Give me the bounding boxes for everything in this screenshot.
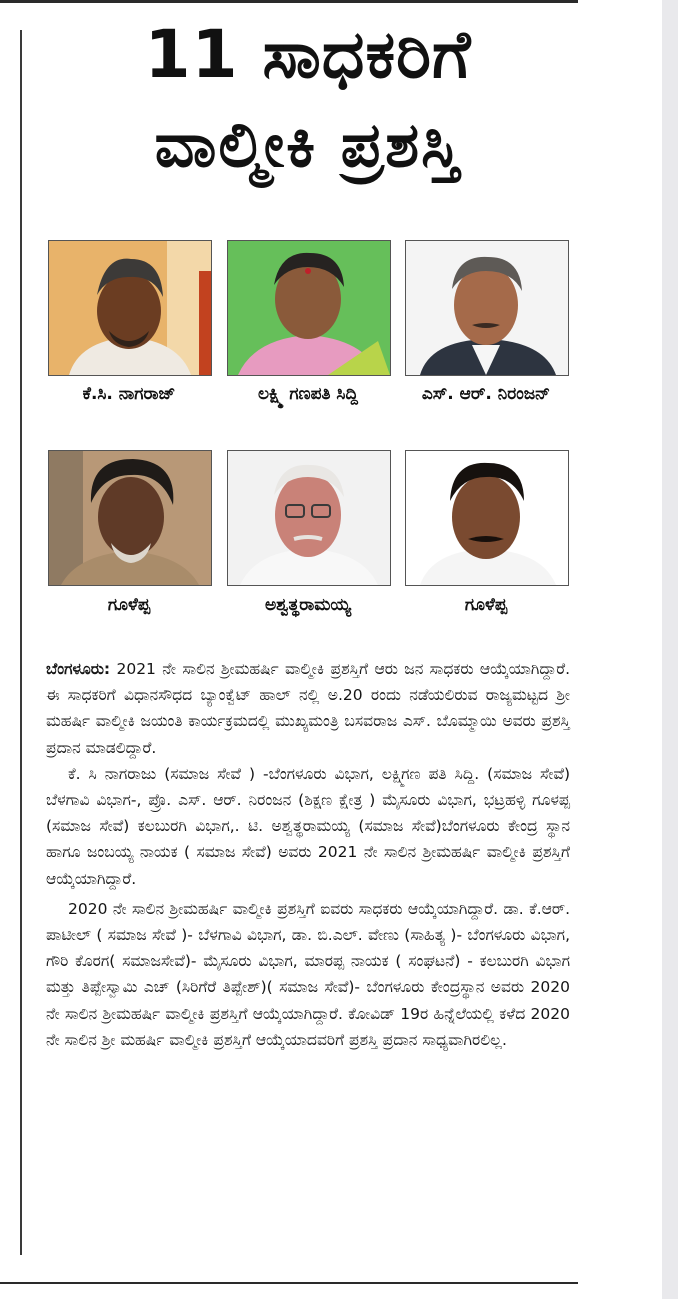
portrait-photo-3 <box>405 240 569 376</box>
headline <box>48 16 568 181</box>
photo-caption-6: ಗೂಳೆಪ್ಪ <box>464 595 508 615</box>
photo-caption-2: ಲಕ್ಷ್ಮಿ ಗಣಪತಿ ಸಿದ್ದಿ <box>258 384 358 404</box>
dateline: ಬೆಂಗಳೂರು: <box>46 660 111 678</box>
article-paragraph-2: ಕೆ. ಸಿ ನಾಗರಾಜು (ಸಮಾಜ ಸೇವೆ ) -ಬೆಂಗಳೂರು ವಿಭಾಗ, ಲಕ್ಷ್ಮಿಗಣ ಪತಿ ಸಿದ್ದಿ. (ಸಮಾಜ ಸೇವೆ) ಬೆಳಗಾವಿ ವಿಭಾಗ-, ಪ್ರೊ. ಎಸ್. ಆರ್. ನಿರಂಜನ (ಶಿಕ್ಷಣ ಕ್ಷೇತ್ರ ) ಮೈಸೂರು ವಿಭಾಗ, ಭಟ್ರಹಳ್ಳಿ ಗೂಳಪ್ಪ (ಸಮಾಜ ಸೇವೆ) ಕಲಬುರಗಿ ವಿಭಾಗ,. ಟಿ. ಅಶ್ವತ್ಥರಾಮಯ್ಯ (ಸಮಾಜ ಸೇವೆ)ಬೆಂಗಳೂರು ಕೇಂದ್ರ ಸ್ಥಾನ ಹಾಗೂ ಜಂಬಯ್ಯ ನಾಯಕ ( ಸಮಾಜ ಸೇವೆ) ಅವರು 2021 ನೇ ಸಾಲಿನ ಶ್ರೀಮಹರ್ಷಿ ವಾಲ್ಮೀಕಿ ಪ್ರಶಸ್ತಿಗೆ ಆಯ್ಕೆಯಾಗಿದ್ದಾರೆ. <box>46 764 570 888</box>
page-margin-strip <box>662 0 678 1299</box>
portrait-photo-5 <box>227 450 391 586</box>
bottom-divider <box>0 1282 578 1284</box>
photo-caption-5: ಅಶ್ವತ್ಥರಾಮಯ್ಯ <box>264 595 351 615</box>
paragraph-1-text: 2021 ನೇ ಸಾಲಿನ ಶ್ರೀಮಹರ್ಷಿ ವಾಲ್ಮೀಕಿ ಪ್ರಶಸ್ತಿಗೆ ಆರು ಜನ ಸಾಧಕರು ಆಯ್ಕೆಯಾಗಿದ್ದಾರೆ. ಈ ಸಾಧಕರಿಗೆ ವಿಧಾನಸೌಧದ ಬ್ಯಾಂಕ್ವೆಟ್ ಹಾಲ್ ನಲ್ಲಿ ಅ.20 ರಂದು ನಡೆಯಲಿರುವ ರಾಜ್ಯಮಟ್ಟದ ಶ್ರೀ ಮಹರ್ಷಿ ವಾಲ್ಮೀಕಿ ಜಯಂತಿ ಕಾರ್ಯಕ್ರಮದಲ್ಲಿ ಮುಖ್ಯಮಂತ್ರಿ ಬಸವರಾಜ ಎಸ್. ಬೊಮ್ಮಾಯಿ ಅವರು ಪ್ರಶಸ್ತಿ ಪ್ರದಾನ ಮಾಡಲಿದ್ದಾರೆ. <box>46 660 570 757</box>
article-body <box>46 656 570 1053</box>
headline-line-2: ವಾಲ್ಮೀಕಿ ಪ್ರಶಸ್ತಿ <box>154 108 462 181</box>
column-divider <box>20 30 22 1255</box>
portrait-photo-4 <box>48 450 212 586</box>
article-paragraph-3: 2020 ನೇ ಸಾಲಿನ ಶ್ರೀಮಹರ್ಷಿ ವಾಲ್ಮೀಕಿ ಪ್ರಶಸ್ತಿಗೆ ಐವರು ಸಾಧಕರು ಆಯ್ಕೆಯಾಗಿದ್ದಾರೆ. ಡಾ. ಕೆ.ಆರ್. ಪಾಟೀಲ್ ( ಸಮಾಜ ಸೇವೆ )- ಬೆಳಗಾವಿ ವಿಭಾಗ, ಡಾ. ಬಿ.ಎಲ್. ವೇಣು (ಸಾಹಿತ್ಯ )- ಬೆಂಗಳೂರು ವಿಭಾಗ, ಗೌರಿ ಕೊರಗ( ಸಮಾಜಸೇವೆ)- ಮೈಸೂರು ವಿಭಾಗ, ಮಾರಪ್ಪ ನಾಯಕ ( ಸಂಘಟನೆ) - ಕಲಬುರಗಿ ವಿಭಾಗ ಮತ್ತು ತಿಪ್ಪೇಸ್ವಾಮಿ ಎಚ್ (ಸಿರಿಗೆರೆ ತಿಪ್ಪೇಶ್)( ಸಮಾಜ ಸೇವೆ)- ಬೆಂಗಳೂರು ಕೇಂದ್ರಸ್ಥಾನ ಅವರು 2020 ನೇ ಸಾಲಿನ ಶ್ರೀಮಹರ್ಷಿ ವಾಲ್ಮೀಕಿ ಪ್ರಶಸ್ತಿಗೆ ಆಯ್ಕೆಯಾಗಿದ್ದಾರೆ. ಕೋವಿಡ್ 19ರ ಹಿನ್ನೆಲೆಯಲ್ಲಿ ಕಳೆದ 2020 ನೇ ಸಾಲಿನ ಶ್ರೀ ಮಹರ್ಷಿ ವಾಲ್ಮೀಕಿ ಪ್ರಶಸ್ತಿಗೆ ಆಯ್ಕೆಯಾದವರಿಗೆ ಪ್ರಶಸ್ತಿ ಪ್ರದಾನ ಸಾಧ್ಯವಾಗಿರಲಿಲ್ಲ. <box>46 899 570 1049</box>
article-paragraph-1 <box>46 656 570 761</box>
portrait-photo-2 <box>227 240 391 376</box>
headline-line-1: 11 ಸಾಧಕರಿಗೆ <box>144 16 472 93</box>
photo-caption-3: ಎಸ್. ಆರ್. ನಿರಂಜನ್ <box>421 384 551 404</box>
photo-caption-4: ಗೂಳೆಪ್ಪ <box>107 595 151 615</box>
photo-caption-1: ಕೆ.ಸಿ. ನಾಗರಾಜ್ <box>82 384 176 404</box>
top-divider <box>0 0 578 3</box>
portrait-photo-1 <box>48 240 212 376</box>
portrait-photo-6 <box>405 450 569 586</box>
